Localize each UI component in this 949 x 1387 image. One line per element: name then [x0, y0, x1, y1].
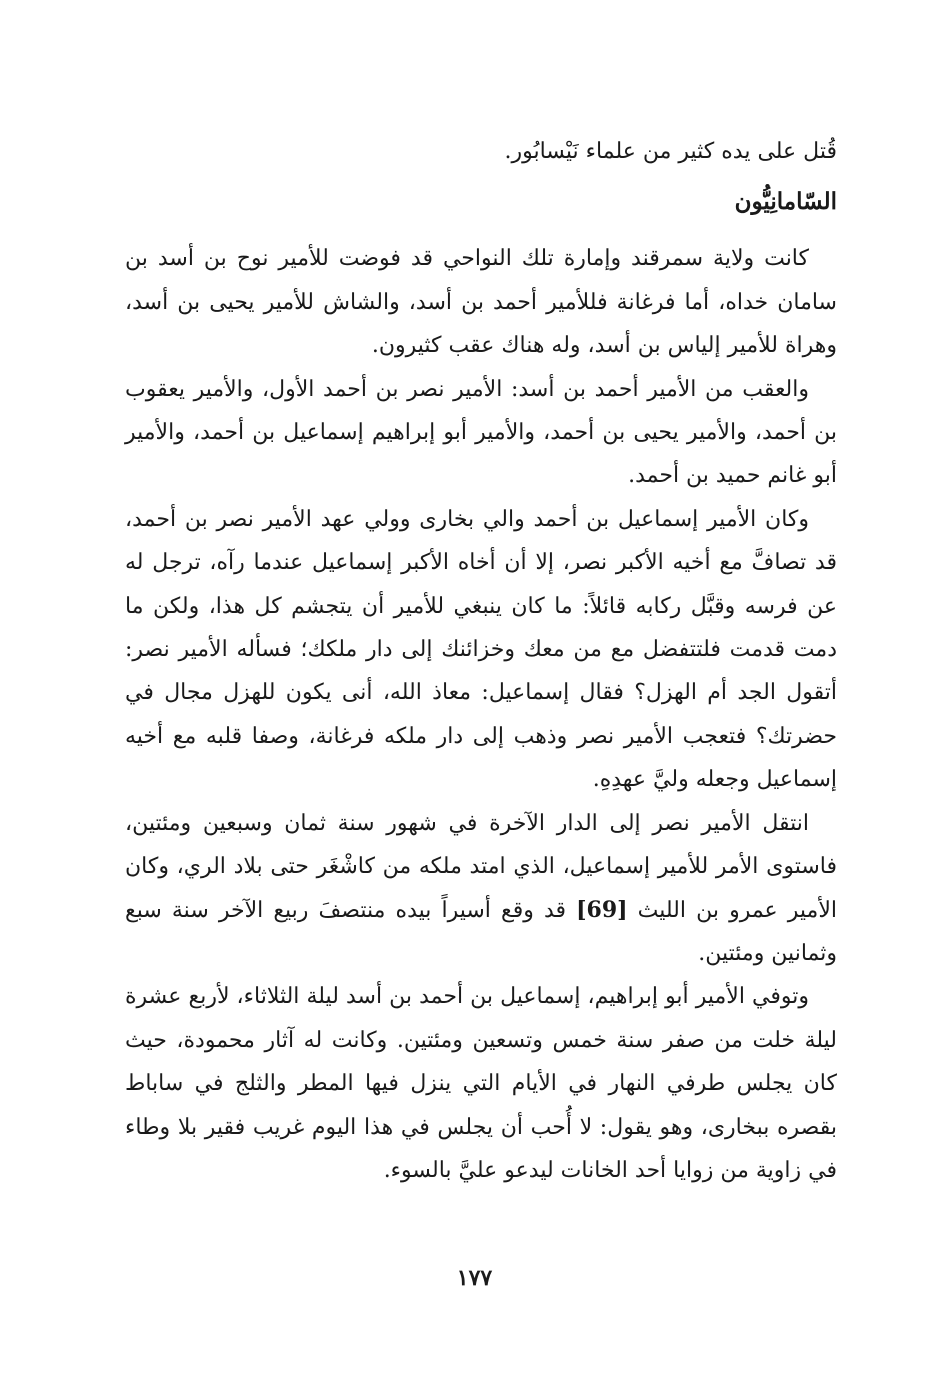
paragraph-1: كانت ولاية سمرقند وإمارة تلك النواحي قد فوضت للأمير نوح بن أسد بن سامان خداه، أما فرغانة فللأمير أحمد بن أسد، والشاش للأمير يحيى بن أسد، وهراة للأمير إلياس بن أسد، وله هناك عقب كثيرون.	[125, 246, 837, 359]
footnote-reference: [69]	[576, 896, 628, 923]
paragraph-4-text-after: قد وقع أسيراً بيده منتصفَ ربيع الآخر سنة سبع وثمانين ومئتين.	[125, 897, 837, 966]
paragraph-2: والعقب من الأمير أحمد بن أسد: الأمير نصر بن أحمد الأول، والأمير يعقوب بن أحمد، والأمير يحيى بن أحمد، والأمير أبو إبراهيم إسماعيل بن أحمد، والأمير أبو غانم حميد بن أحمد.	[125, 376, 837, 489]
paragraph-5: وتوفي الأمير أبو إبراهيم، إسماعيل بن أحمد بن أسد ليلة الثلاثاء، لأربع عشرة ليلة خلت من صفر سنة خمس وتسعين ومئتين. وكانت له آثار محمودة، حيث كان يجلس طرفي النهار في الأيام التي ينزل فيها المطر والثلج في ساباط بقصره ببخارى، وهو يقول: لا أُحب أن يجلس في هذا اليوم غريب فقير بلا وطاء في زاوية من زوايا أحد الخانات ليدعو عليَّ بالسوء.	[125, 984, 837, 1183]
paragraph-3: وكان الأمير إسماعيل بن أحمد والي بخارى وولي عهد الأمير نصر بن أحمد، قد تصافَّ مع أخيه الأكبر نصر، إلا أن أخاه الأكبر إسماعيل عندما رآه، ترجل له عن فرسه وقبَّل ركابه قائلاً: ما كان ينبغي للأمير أن يتجشم كل هذا، ولكن ما دمت قدمت فلتتفضل مع من معك وخزائنك إلى دار ملكك؛ فسأله الأمير نصر: أتقول الجد أم الهزل؟ فقال إسماعيل: معاذ الله، أنى يكون للهزل مجال في حضرتك؟ فتعجب الأمير نصر وذهب إلى دار ملكه فرغانة، وصفا قلبه مع أخيه إسماعيل وجعله وليَّ عهدِهِ.	[125, 506, 837, 793]
paragraph-4	[125, 802, 837, 976]
page-body	[125, 130, 837, 1192]
opening-line: قُتل على يده كثير من علماء نَيْسابُور.	[504, 139, 837, 164]
section-title: السّامانِيُّون	[734, 188, 837, 216]
paragraph-4-text-before: انتقل الأمير نصر إلى الدار الآخرة في شهور سنة ثمان وسبعين ومئتين، فاستوى الأمر للأمير إسماعيل، الذي امتد ملكه من كاشْغَر حتى بلاد الري، وكان الأمير عمرو بن الليث	[125, 810, 837, 923]
page-number: ١٧٧	[456, 1265, 493, 1291]
